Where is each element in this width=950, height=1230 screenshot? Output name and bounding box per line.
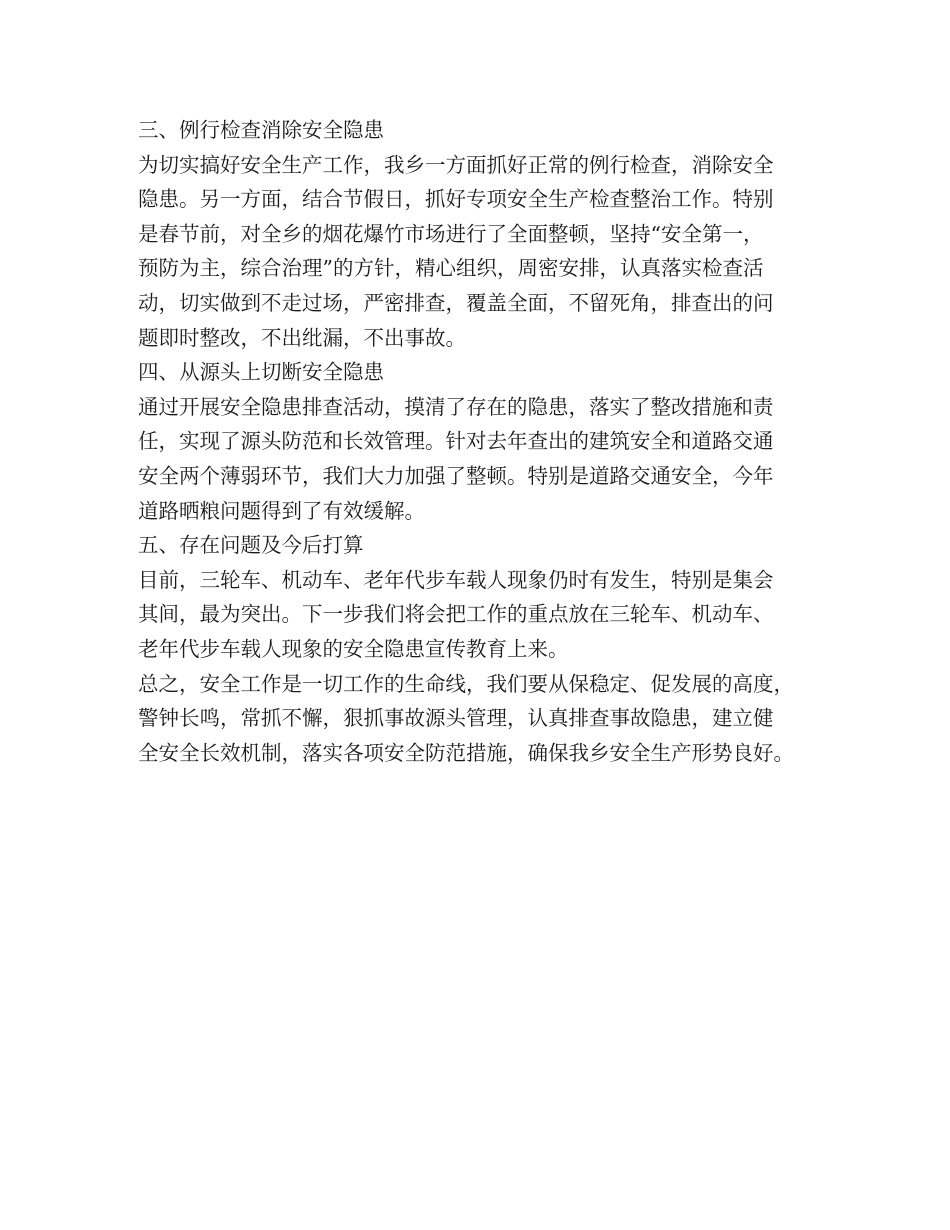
paragraph-line: 为切实搞好安全生产工作，我乡一方面抓好正常的例行检查，消除安全: [138, 152, 774, 177]
section-heading-3: 三、例行检查消除安全隐患: [138, 118, 384, 142]
paragraph-line: 动，切实做到不走过场，严密排查，覆盖全面，不留死角，排查出的问: [138, 290, 774, 315]
paragraph-line: 警钟长鸣，常抓不懈，狠抓事故源头管理，认真排查事故隐患，建立健: [138, 706, 774, 731]
section-paragraph-4: [138, 390, 828, 528]
paragraph-line: 任，实现了源头防范和长效管理。针对去年查出的建筑安全和道路交通: [138, 429, 774, 454]
document-body: [138, 113, 828, 770]
paragraph-line: 道路晒粮问题得到了有效缓解。: [138, 498, 425, 523]
conclusion-paragraph: [138, 667, 828, 771]
paragraph-line: 目前，三轮车、机动车、老年代步车载人现象仍时有发生，特别是集会: [138, 567, 774, 592]
paragraph-line: 全安全长效机制，落实各项安全防范措施，确保我乡安全生产形势良好。: [138, 740, 794, 765]
paragraph-line: 总之，安全工作是一切工作的生命线，我们要从保稳定、促发展的高度，: [138, 671, 794, 696]
paragraph-line: 隐患。另一方面，结合节假日，抓好专项安全生产检查整治工作。特别: [138, 187, 774, 212]
section-paragraph-3: [138, 148, 828, 356]
section-heading-5: 五、存在问题及今后打算: [138, 533, 364, 558]
paragraph-line: 老年代步车载人现象的安全隐患宣传教育上来。: [138, 636, 569, 661]
paragraph-line: 通过开展安全隐患排查活动，摸清了存在的隐患，落实了整改措施和责: [138, 394, 774, 419]
paragraph-line: 其间，最为突出。下一步我们将会把工作的重点放在三轮车、机动车、: [138, 602, 774, 627]
section-heading-4: 四、从源头上切断安全隐患: [138, 360, 384, 385]
paragraph-line: 题即时整改，不出纰漏，不出事故。: [138, 325, 466, 350]
paragraph-line: 安全两个薄弱环节，我们大力加强了整顿。特别是道路交通安全，今年: [138, 463, 774, 488]
paragraph-line: 预防为主，综合治理”的方针，精心组织，周密安排，认真落实检查活: [138, 256, 764, 281]
paragraph-line: 是春节前，对全乡的烟花爆竹市场进行了全面整顿，坚持“安全第一，: [138, 221, 764, 246]
section-paragraph-5: [138, 563, 828, 667]
